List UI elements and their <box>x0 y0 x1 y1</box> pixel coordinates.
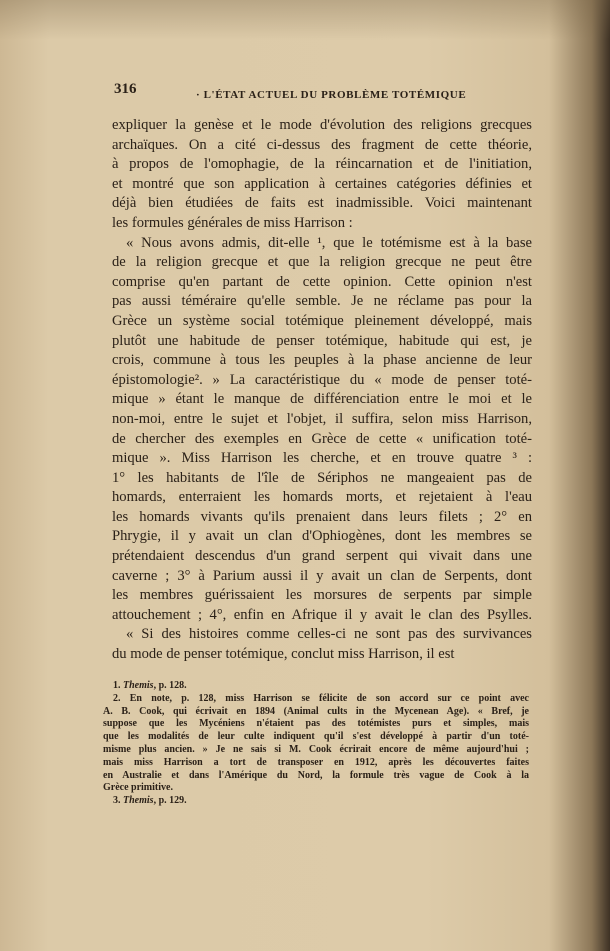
text-line: mique » étant le manque de différenciation entre le moi et le <box>112 391 532 408</box>
footnote-2 <box>103 693 529 795</box>
text-line: crois, commune à tous les peuples à la phase ancienne de leur <box>112 352 532 369</box>
text-line: expliquer la genèse et le mode d'évolution des religions grecques <box>112 117 532 133</box>
text-line: homards, enterraient les homards morts, et rejetaient à l'eau <box>112 489 532 506</box>
text-line: caverne ; 3° à Parium aussi il y avait un clan de Serpents, dont <box>112 567 532 584</box>
footnote-1 <box>103 680 529 693</box>
footnote-line: A. B. Cook, qui écrivait en 1894 (Animal cults in the Mycenean Age). « Bref, je <box>103 705 529 717</box>
text-line: et montré que son application à certaines catégories définies et <box>112 175 532 192</box>
text-line: de chercher des exemples en Grèce de cette « unification toté- <box>112 430 532 447</box>
footnote-ref: , p. 129. <box>153 795 187 807</box>
text-line: les homards vivants qu'ils prenaient dans leurs filets ; 2° en <box>112 508 532 525</box>
text-line: les formules générales de miss Harrison : <box>112 214 353 231</box>
text-line: attouchement ; 4°, enfin en Afrique il y avait le clan des Psylles. <box>112 606 532 623</box>
text-line: comprise qu'en partant de cette opinion. Cette opinion n'est <box>112 273 532 290</box>
footnotes <box>103 680 529 808</box>
footnote-title: Themis <box>123 795 154 807</box>
text-line: « Nous avons admis, dit-elle ¹, que le totémisme est à la base <box>126 234 532 251</box>
text-line: Grèce un système social totémique pleinement développé, mais <box>112 312 532 329</box>
body-text <box>112 116 532 665</box>
text-line: Phrygie, il y avait un clan d'Ophiogènes, dont les membres se <box>112 528 532 545</box>
text-line: épistomologie². » La caractéristique du « mode de penser toté- <box>112 371 532 388</box>
text-line: pas aussi téméraire qu'elle semble. Je ne réclame pas pour la <box>112 293 532 310</box>
text-line: du mode de penser totémique, conclut miss Harrison, il est <box>112 646 455 663</box>
text-line: de la religion grecque et que la religion grecque ne peut être <box>112 254 532 271</box>
footnote-line: suppose que les Mycéniens n'étaient pas des totémistes purs et simples, mais <box>103 718 529 730</box>
page-shadow <box>0 0 610 40</box>
footnote-3 <box>103 795 529 808</box>
footnote-number: 3. <box>113 795 121 807</box>
text-line: les membres guérissaient les morsures de serpents par simple <box>112 587 532 604</box>
text-line: « Si des histoires comme celles-ci ne sont pas des survivances <box>126 626 532 643</box>
text-line: 1° les habitants de l'île de Sériphos ne mangeaient pas de <box>112 469 532 486</box>
footnote-ref: , p. 128. <box>153 680 187 691</box>
page-number: 316 <box>114 81 137 97</box>
footnote-line: 2. En note, p. 128, miss Harrison se félicite de son accord sur ce point avec <box>113 692 529 704</box>
text-line: non-moi, entre le sujet et l'objet, il suffira, selon miss Harrison, <box>112 410 532 427</box>
footnote-number: 1. <box>113 680 121 691</box>
footnote-line: Grèce primitive. <box>103 782 173 794</box>
footnote-line: en Australie et dans l'Amérique du Nord, la formule très vague de Cook à la <box>103 769 529 781</box>
running-head: · L'ÉTAT ACTUEL DU PROBLÈME TOTÉMIQUE <box>196 89 467 101</box>
text-line: archaïques. On a cité ci-dessus des fragment de cette théorie, <box>112 136 532 153</box>
text-line: mique ». Miss Harrison les cherche, et en trouve quatre ³ : <box>112 450 532 467</box>
text-line: prétendaient descendus d'un grand serpent qui vivait dans une <box>112 548 532 565</box>
footnote-line: misme plus ancien. » Je ne sais si M. Cook écrirait encore de même aujourd'hui ; <box>103 743 529 755</box>
footnote-line: mais miss Harrison a tort de transposer en 1912, après les découvertes faites <box>103 756 529 768</box>
text-line: déjà bien étudiées de faits est inadmissible. Voici maintenant <box>112 195 532 212</box>
text-line: à propos de l'omophagie, de la réincarnation et de l'initiation, <box>112 156 532 173</box>
footnote-title: Themis <box>123 680 154 691</box>
text-line: plutôt une habitude de penser totémique, habitude qui est, je <box>112 332 532 349</box>
footnote-line: que les modalités de leur culte indiquent qu'il s'est développé à partir d'un toté- <box>103 731 529 743</box>
